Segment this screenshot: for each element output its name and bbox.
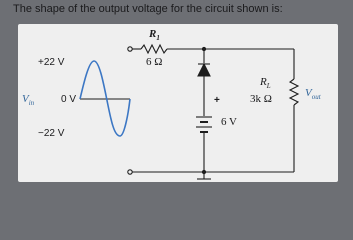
r1-value: 6 Ω (146, 56, 163, 68)
rl-name-sub: L (266, 82, 271, 91)
input-waveform (80, 61, 130, 136)
resistor-rl-symbol (290, 79, 298, 105)
battery-polarity: + (214, 95, 220, 106)
circuit-card (18, 24, 338, 182)
vin-label-sub: in (28, 99, 35, 108)
junction-node-bottom (202, 170, 205, 173)
vout-label (305, 87, 321, 101)
rl-value: 3k Ω (250, 93, 272, 105)
resistor-r1-symbol (141, 45, 167, 53)
zero-level-label: 0 V (61, 94, 77, 105)
question-text: The shape of the output voltage for the circuit shown is: (13, 3, 283, 15)
battery-value: 6 V (221, 116, 237, 128)
vout-label-sub: out (311, 93, 321, 102)
rl-name (260, 76, 271, 90)
diode-triangle (198, 64, 210, 76)
negative-peak-label: −22 V (38, 128, 65, 139)
input-top-terminal (128, 47, 132, 51)
input-bottom-terminal (128, 170, 132, 174)
r1-name-sub: 1 (156, 34, 160, 43)
vin-label (22, 93, 34, 107)
positive-peak-label: +22 V (38, 57, 65, 68)
r1-name-main: R (149, 28, 157, 40)
vin-label-main: V (22, 93, 29, 105)
vout-label-main: V (305, 87, 312, 99)
r1-name (149, 28, 160, 42)
rl-name-main: R (260, 76, 267, 88)
